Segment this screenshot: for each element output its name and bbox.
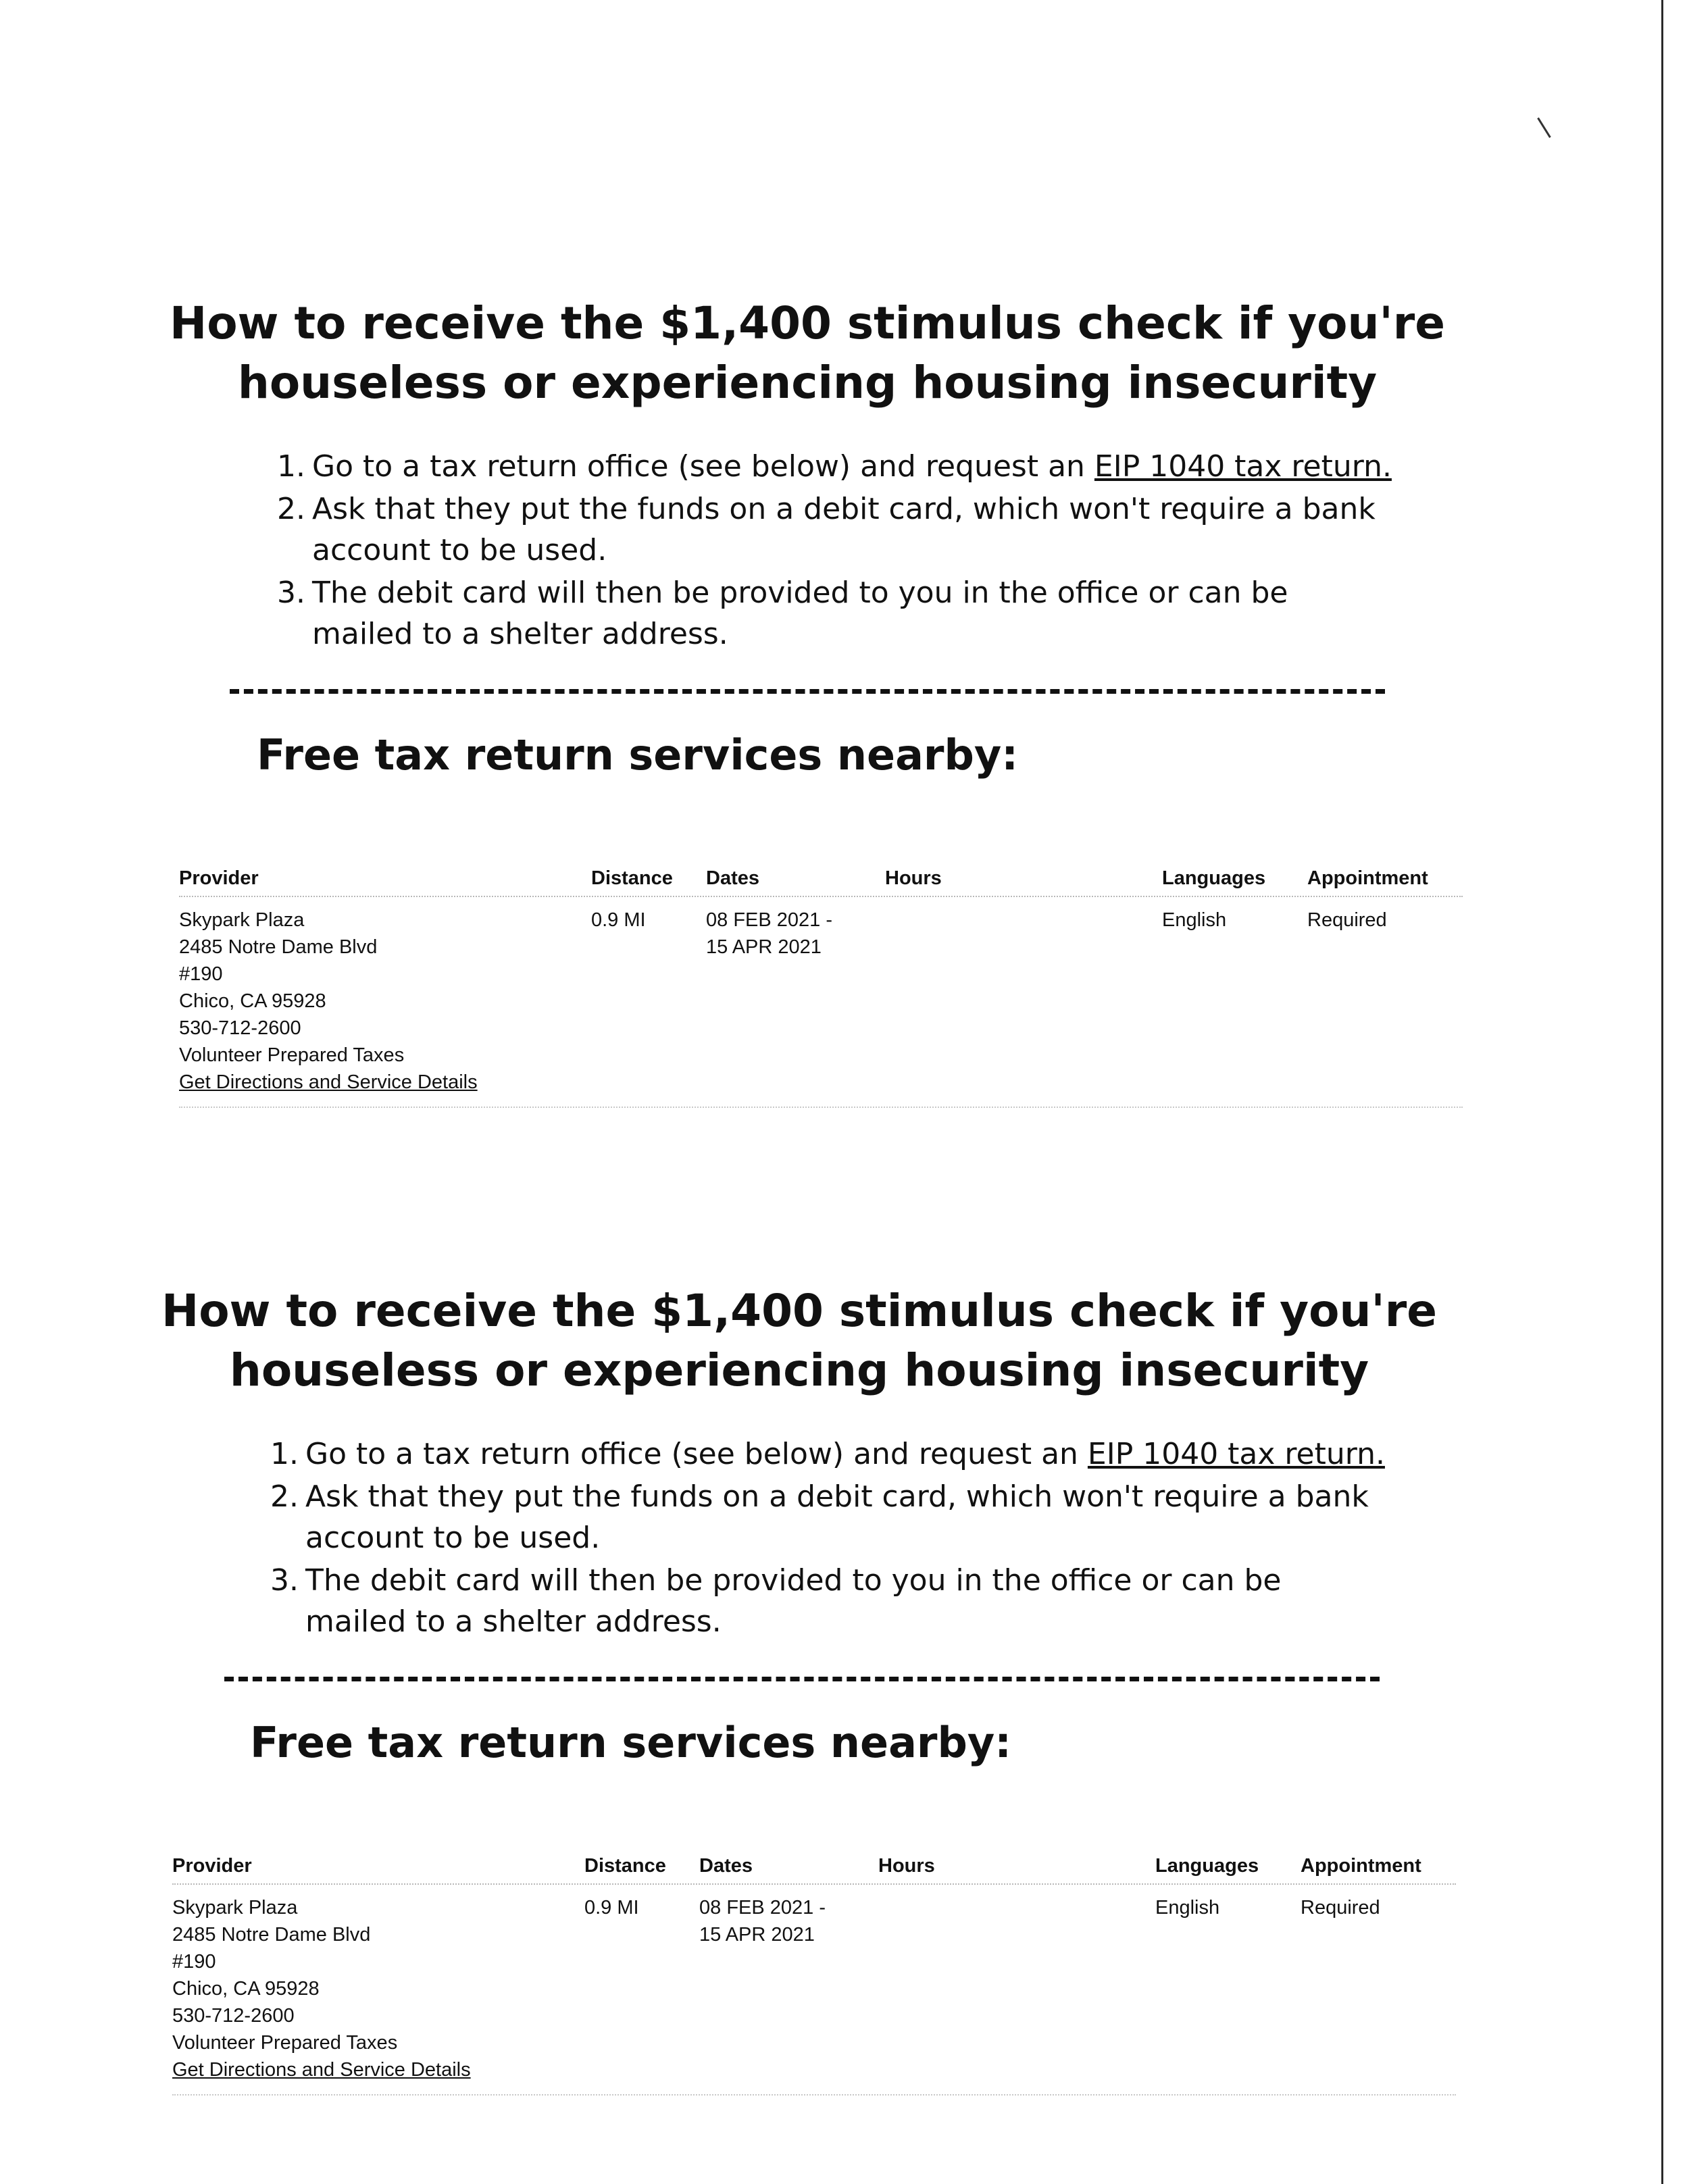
section-title: Free tax return services nearby: (257, 730, 1019, 780)
dates-cell (699, 1894, 861, 1948)
header-dates: Dates (699, 1855, 753, 1877)
step-item (277, 446, 1392, 487)
dates-cell (706, 907, 868, 961)
step-number: 1. (270, 1437, 299, 1471)
appointment-cell: Required (1307, 909, 1387, 931)
distance-cell: 0.9 MI (584, 1897, 639, 1919)
provider-cell (172, 1894, 551, 2083)
step-item (270, 1560, 1385, 1642)
step-text: The debit card will then be provided to you in the office or can be mailed to a shelter address. (305, 1563, 1282, 1639)
directions-link[interactable]: Get Directions and Service Details (179, 1071, 478, 1093)
header-appointment: Appointment (1307, 867, 1428, 889)
step-number: 3. (277, 576, 305, 610)
section-title: Free tax return services nearby: (250, 1718, 1012, 1767)
step-text: Go to a tax return office (see below) and request an (312, 449, 1094, 484)
steps-list (270, 1433, 1385, 1644)
table-row (172, 1885, 1456, 2096)
provider-name: Skypark Plaza (179, 909, 305, 931)
provider-name: Skypark Plaza (172, 1897, 298, 1919)
step-text: Go to a tax return office (see below) and request an (305, 1437, 1088, 1471)
step-number: 2. (277, 492, 305, 526)
flyer-title-line-2: houseless or experiencing housing insecurity (229, 1344, 1369, 1396)
provider-phone: 530-712-2600 (179, 1017, 301, 1039)
step-text: The debit card will then be provided to you in the office or can be mailed to a shelter address. (312, 576, 1288, 651)
provider-service-type: Volunteer Prepared Taxes (172, 2032, 398, 2054)
step-item (270, 1433, 1385, 1475)
languages-cell: English (1162, 909, 1227, 931)
provider-address-2: #190 (179, 963, 223, 985)
provider-city: Chico, CA 95928 (172, 1978, 320, 2000)
flyer-copy-bottom (0, 988, 1689, 2081)
services-table (172, 1847, 1456, 2096)
header-distance: Distance (584, 1855, 666, 1877)
date-start: 08 FEB 2021 - (699, 1897, 826, 1919)
table-header-row (172, 1847, 1456, 1885)
languages-cell: English (1155, 1897, 1220, 1919)
header-provider: Provider (179, 867, 259, 889)
date-start: 08 FEB 2021 - (706, 909, 832, 931)
table-header-row (179, 859, 1463, 897)
dashed-divider (230, 689, 1385, 694)
provider-address-1: 2485 Notre Dame Blvd (172, 1924, 371, 1946)
step-item (277, 572, 1392, 655)
step-item (277, 488, 1392, 571)
header-dates: Dates (706, 867, 759, 889)
date-end: 15 APR 2021 (706, 936, 822, 958)
provider-city: Chico, CA 95928 (179, 990, 326, 1012)
appointment-cell: Required (1301, 1897, 1380, 1919)
step-text: Ask that they put the funds on a debit card, which won't require a bank account to be used. (312, 492, 1376, 567)
flyer-title-line-2: houseless or experiencing housing insecurity (237, 357, 1378, 409)
eip-1040-link[interactable]: EIP 1040 tax return. (1087, 1437, 1385, 1471)
date-end: 15 APR 2021 (699, 1924, 815, 1946)
flyer-title (0, 294, 1615, 413)
header-languages: Languages (1162, 867, 1266, 889)
directions-link[interactable]: Get Directions and Service Details (172, 2059, 471, 2081)
header-hours: Hours (878, 1855, 935, 1877)
provider-address-2: #190 (172, 1951, 216, 1973)
header-distance: Distance (591, 867, 673, 889)
provider-address-1: 2485 Notre Dame Blvd (179, 936, 378, 958)
step-number: 2. (270, 1479, 299, 1514)
step-text: Ask that they put the funds on a debit card, which won't require a bank account to be used. (305, 1479, 1369, 1555)
distance-cell: 0.9 MI (591, 909, 646, 931)
provider-service-type: Volunteer Prepared Taxes (179, 1044, 405, 1066)
header-appointment: Appointment (1301, 1855, 1421, 1877)
provider-phone: 530-712-2600 (172, 2005, 295, 2027)
step-item (270, 1476, 1385, 1558)
header-provider: Provider (172, 1855, 252, 1877)
flyer-title-line-1: How to receive the $1,400 stimulus check if you're (161, 1285, 1438, 1337)
step-number: 1. (277, 449, 305, 484)
header-hours: Hours (885, 867, 942, 889)
eip-1040-link[interactable]: EIP 1040 tax return. (1094, 449, 1392, 484)
steps-list (277, 446, 1392, 656)
header-languages: Languages (1155, 1855, 1259, 1877)
flyer-title (0, 1281, 1607, 1400)
step-number: 3. (270, 1563, 299, 1598)
flyer-title-line-1: How to receive the $1,400 stimulus check if you're (169, 297, 1446, 349)
dashed-divider (224, 1677, 1380, 1681)
